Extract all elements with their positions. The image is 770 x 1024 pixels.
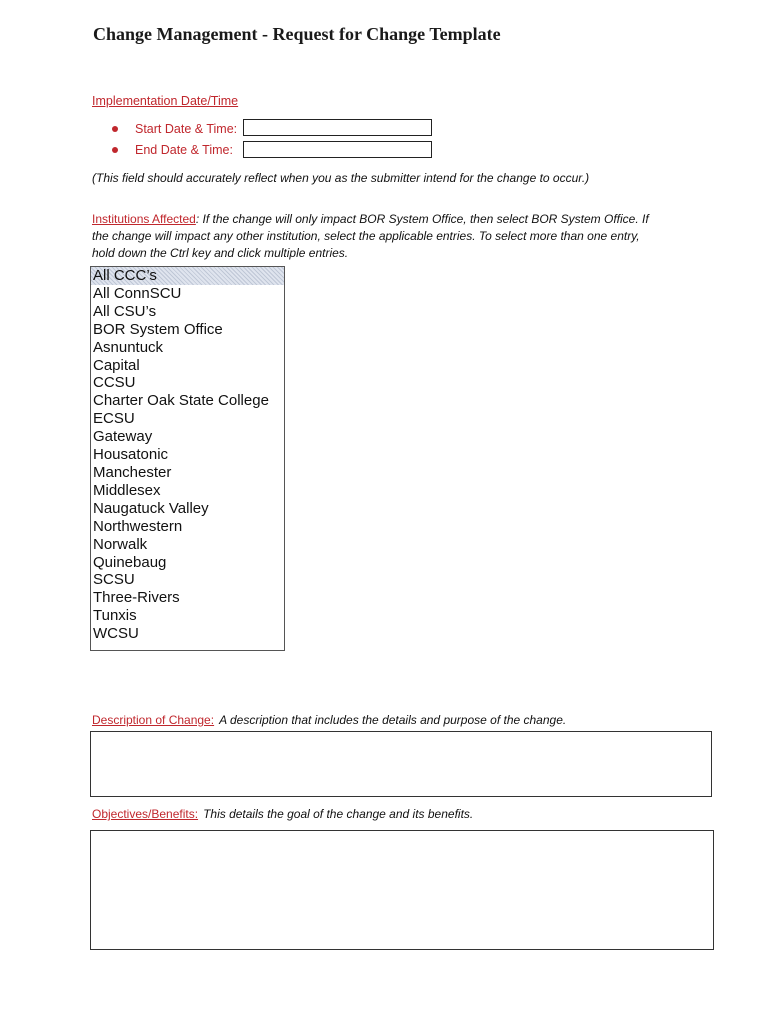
institutions-intro	[92, 211, 662, 262]
listbox-option[interactable]: Charter Oak State College	[93, 392, 269, 410]
listbox-option[interactable]: Capital	[93, 356, 140, 374]
listbox-option[interactable]: Quinebaug	[93, 553, 167, 571]
implementation-note: (This field should accurately reflect when you as the submitter intend for the change to occur.)	[92, 171, 590, 185]
listbox-option[interactable]: ECSU	[93, 410, 135, 428]
listbox-option[interactable]: Asnuntuck	[93, 338, 164, 356]
institutions-label: Institutions Affected	[92, 212, 196, 226]
bullet-icon	[112, 126, 118, 132]
listbox-option[interactable]: Naugatuck Valley	[93, 499, 209, 517]
listbox-option[interactable]: Northwestern	[93, 517, 183, 535]
description-line	[92, 713, 566, 727]
listbox-option[interactable]: SCSU	[93, 571, 135, 589]
listbox-option[interactable]: Gateway	[93, 428, 153, 446]
objectives-text: This details the goal of the change and its benefits.	[203, 807, 474, 821]
listbox-option[interactable]: Housatonic	[93, 446, 169, 464]
listbox-option[interactable]: Norwalk	[93, 535, 148, 553]
institutions-listbox[interactable]	[90, 266, 285, 651]
description-label: Description of Change:	[92, 713, 215, 727]
bullet-icon	[112, 147, 118, 153]
end-date-field[interactable]	[243, 141, 432, 158]
start-date-field[interactable]	[243, 119, 432, 136]
description-textarea[interactable]	[90, 731, 712, 797]
listbox-option[interactable]: WCSU	[93, 625, 139, 643]
objectives-line	[92, 807, 473, 821]
implementation-heading: Implementation Date/Time	[92, 94, 239, 108]
listbox-option[interactable]: CCSU	[93, 374, 136, 392]
listbox-option[interactable]: BOR System Office	[93, 320, 223, 338]
objectives-label: Objectives/Benefits:	[92, 807, 199, 821]
start-date-row	[112, 120, 237, 138]
institutions-instructions: : If the change will only impact BOR System Office, then select BOR System Office. If the change will impact any other institution, select the applicable entries. To select more than one entry, hold down the Ctrl key and click multiple entries.	[92, 212, 649, 260]
description-text: A description that includes the details and purpose of the change.	[219, 713, 567, 727]
listbox-option[interactable]: All CCC’s	[91, 267, 284, 285]
page-title: Change Management - Request for Change Template	[93, 24, 501, 44]
end-date-row	[112, 141, 233, 159]
listbox-option[interactable]: Three-Rivers	[93, 589, 180, 607]
listbox-option[interactable]: All CSU’s	[93, 302, 157, 320]
objectives-textarea[interactable]	[90, 830, 714, 950]
listbox-option[interactable]: Middlesex	[93, 481, 161, 499]
listbox-option[interactable]: Tunxis	[93, 607, 137, 625]
end-date-label: End Date & Time:	[135, 143, 233, 157]
start-date-label: Start Date & Time:	[135, 122, 238, 136]
listbox-option[interactable]: Manchester	[93, 463, 172, 481]
listbox-option[interactable]: All ConnSCU	[93, 284, 182, 302]
